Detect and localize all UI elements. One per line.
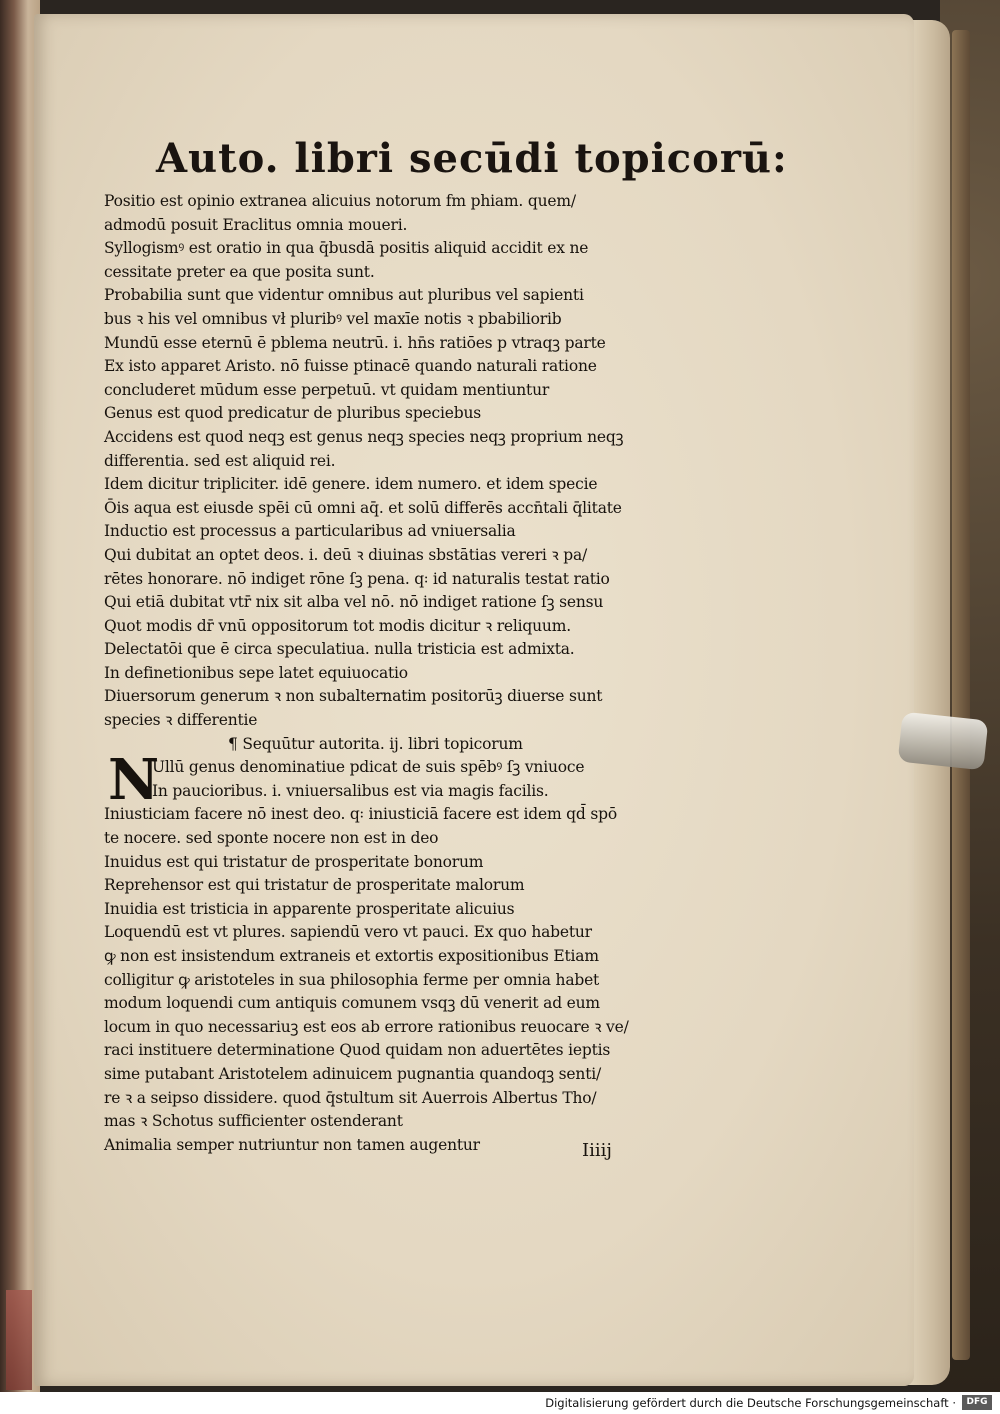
initial-line-2: In paucioribus. i. vniuersalibus est via magis facilis.: [152, 781, 549, 800]
text-line: cessitate preter ea que posita sunt.: [104, 262, 375, 281]
text-line: Positio est opinio extranea alicuius notorum fm phiam. quem/: [104, 192, 576, 210]
dfg-logo: DFG: [962, 1395, 992, 1410]
text-line: Loquendū est vt plures. sapiendū vero vt pauci. Ex quo habetur: [104, 923, 592, 942]
text-line: Qui dubitat an optet deos. i. deū ꝛ diuinas sbstātias vereri ꝛ pa/: [104, 545, 588, 564]
text-line: Qui etiā dubitat vtr̄ nix sit alba vel nō. nō indiget ratione ſꝫ sensu: [104, 593, 604, 612]
text-line: admodū posuit Eraclitus omnia moueri.: [104, 215, 408, 234]
text-line: Inuidus est qui tristatur de prosperitate bonorum: [104, 852, 484, 871]
text-line: Inductio est processus a particularibus ad vniuersalia: [104, 522, 516, 541]
text-line: bus ꝛ his vel omnibus vł pluribꝰ vel maxīe notis ꝛ pbabiliorib: [104, 309, 562, 328]
initial-block: [104, 747, 724, 814]
page-title: Auto. libri secūdi topicorū:: [156, 135, 788, 182]
text-line: Reprehensor est qui tristatur de prosperitate malorum: [104, 876, 525, 895]
text-line: Idem dicitur tripliciter. idē genere. idem numero. et idem specie: [104, 475, 598, 494]
text-line: Inuidia est tristicia in apparente prosperitate alicuius: [104, 899, 515, 918]
text-line: locum in quo necessariuꝫ est eos ab errore rationibus reuocare ꝛ ve/: [104, 1017, 629, 1036]
text-line: Accidens est quod neqꝫ est genus neqꝫ species neqꝫ proprium neqꝫ: [104, 427, 624, 446]
text-line: raci instituere determinatione Quod quidam non aduertētes ieptis: [104, 1041, 611, 1060]
cover-edge: [952, 30, 970, 1360]
text-line: rētes honorare. nō indiget rōne ſꝫ pena. q꞉ id naturalis testat ratio: [104, 569, 610, 588]
text-line: Syllogismꝰ est oratio in qua q̄busdā positis aliquid accidit ex ne: [104, 239, 589, 258]
text-line: sime putabant Aristotelem adinuicem pugnantia quandoqꝫ senti/: [104, 1064, 601, 1083]
text-line: Mundū esse eternū ē pblema neutrū. i. hn̄s ratiōes p vtraqꝫ parte: [104, 333, 606, 352]
text-line: Iniusticiam facere nō inest deo. q꞉ iniusticiā facere est idem qd̄ spō: [104, 805, 617, 824]
text-line: ꝙ non est insistendum extraneis et extortis expositionibus Etiam: [104, 947, 599, 965]
text-line: concluderet mūdum esse perpetuū. vt quidam mentiuntur: [104, 380, 550, 399]
funding-credit: Digitalisierung gefördert durch die Deutsche Forschungsgemeinschaft ·: [545, 1396, 956, 1410]
subheading: ¶ Sequūtur autorita. ij. libri topicorum: [228, 734, 523, 753]
text-line: Genus est quod predicatur de pluribus speciebus: [104, 404, 481, 423]
text-line: differentia. sed est aliquid rei.: [104, 451, 336, 470]
drop-capital: N: [108, 747, 160, 814]
text-line: Quot modis dr̄ vnū oppositorum tot modis dicitur ꝛ reliquum.: [104, 616, 571, 635]
text-line: modum loquendi cum antiquis comunem vsqꝫ dū venerit ad eum: [104, 994, 600, 1013]
text-line: Probabilia sunt que videntur omnibus aut pluribus vel sapienti: [104, 286, 584, 305]
text-block: [104, 128, 788, 1157]
left-binding-stripe: [6, 1290, 32, 1390]
text-line: In definetionibus sepe latet equiuocatio: [104, 663, 408, 682]
text-line: species ꝛ differentie: [104, 711, 258, 730]
text-line: Diuersorum generum ꝛ non subalternatim positorūꝫ diuerse sunt: [104, 687, 603, 706]
page-marker-tab: [898, 712, 989, 771]
paragraph-block-1: [104, 190, 724, 733]
text-line: Animalia semper nutriuntur non tamen augentur: [104, 1135, 480, 1154]
initial-line-1: Ullū genus denominatiue pdicat de suis spēbꝰ ſꝫ vniuoce: [152, 758, 585, 777]
text-line: Delectatōi que ē circa speculatiua. nulla tristicia est admixta.: [104, 640, 575, 659]
text-line: mas ꝛ Schotus sufficienter ostenderant: [104, 1112, 403, 1131]
signature-mark: Iiiij: [582, 1140, 612, 1161]
text-line: colligitur ꝙ aristoteles in sua philosophia ferme per omnia habet: [104, 970, 600, 989]
text-line: Ōis aqua est eiusde spēi cū omni aq̄. et solū differēs accn̄tali q̄litate: [104, 498, 622, 517]
text-line: te nocere. sed sponte nocere non est in deo: [104, 829, 439, 848]
footer-bar: [0, 1392, 1000, 1414]
text-line: Ex isto apparet Aristo. nō fuisse ptinacē quando naturali ratione: [104, 357, 597, 376]
text-line: re ꝛ a seipso dissidere. quod q̄stultum sit Auerrois Albertus Tho/: [104, 1088, 597, 1107]
paragraph-block-2: [104, 803, 724, 1157]
